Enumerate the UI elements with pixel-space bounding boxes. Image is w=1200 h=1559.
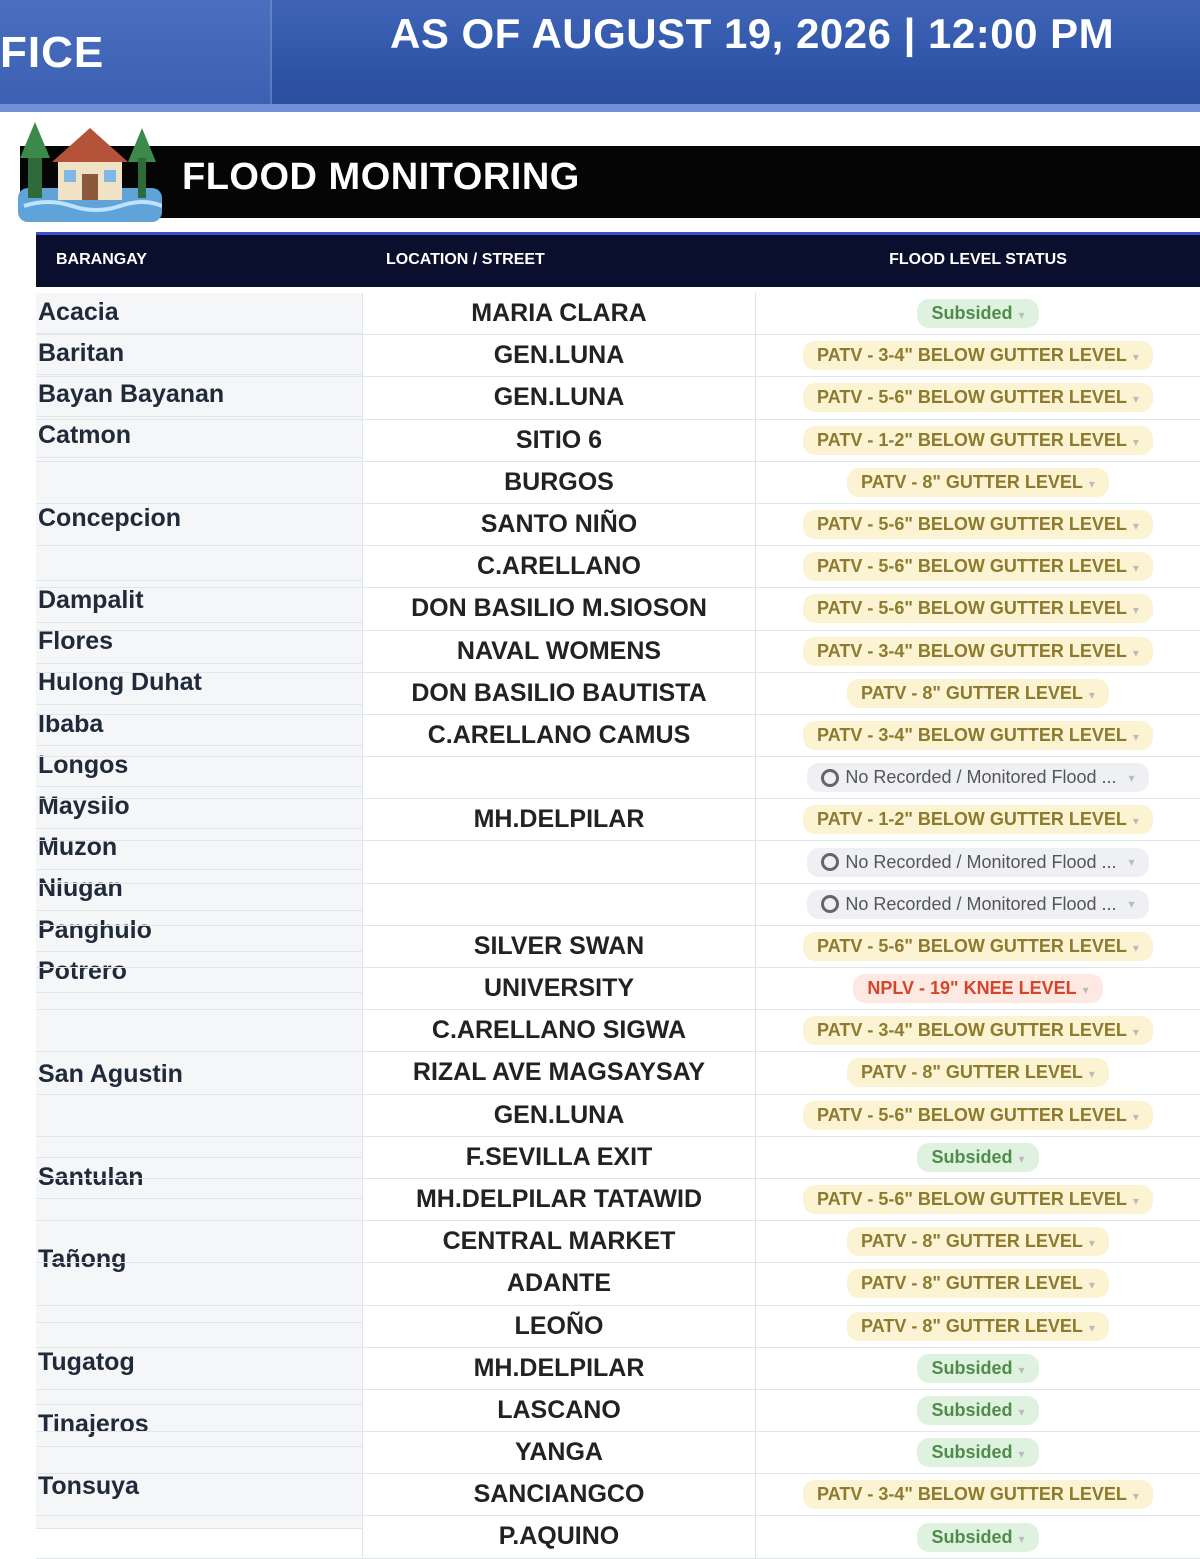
status-badge[interactable] xyxy=(803,1480,1153,1509)
status-badge[interactable] xyxy=(807,763,1148,792)
status-badge[interactable] xyxy=(917,299,1038,328)
location-cell: F.SEVILLA EXIT xyxy=(362,1137,756,1178)
status-cell[interactable] xyxy=(756,588,1200,629)
table-row xyxy=(36,1010,1200,1052)
location-cell: DON BASILIO BAUTISTA xyxy=(362,673,756,714)
status-text: PATV - 3-4" BELOW GUTTER LEVEL xyxy=(817,345,1127,366)
chevron-down-icon[interactable]: ▾ xyxy=(1132,519,1139,534)
status-cell[interactable] xyxy=(756,1432,1200,1473)
location-cell: GEN.LUNA xyxy=(362,377,756,418)
status-cell[interactable] xyxy=(756,1516,1200,1557)
table-row xyxy=(36,377,1200,419)
location-cell: LEOÑO xyxy=(362,1306,756,1347)
status-text: Subsided xyxy=(931,1442,1013,1463)
location-cell: SILVER SWAN xyxy=(362,926,756,967)
chevron-down-icon[interactable]: ▾ xyxy=(1132,1025,1139,1040)
table-row xyxy=(36,504,1200,546)
chevron-down-icon[interactable]: ▾ xyxy=(1018,1404,1025,1419)
status-text: PATV - 5-6" BELOW GUTTER LEVEL xyxy=(817,387,1127,408)
status-cell[interactable] xyxy=(756,799,1200,840)
banner-divider xyxy=(0,104,1200,112)
status-badge[interactable] xyxy=(917,1354,1038,1383)
chevron-down-icon[interactable]: ▾ xyxy=(1132,1489,1139,1504)
status-cell[interactable] xyxy=(756,1221,1200,1262)
location-cell: LASCANO xyxy=(362,1390,756,1431)
circle-icon xyxy=(821,853,839,871)
barangay-name: Flores xyxy=(38,627,114,656)
status-badge[interactable] xyxy=(807,890,1148,919)
location-cell: SANCIANGCO xyxy=(362,1474,756,1515)
location-cell: C.ARELLANO xyxy=(362,546,756,587)
status-badge[interactable] xyxy=(803,637,1153,666)
status-badge[interactable] xyxy=(853,974,1102,1003)
as-of-date: AS OF AUGUST 19, 2026 | 12:00 PM xyxy=(390,10,1115,57)
status-text: PATV - 8" GUTTER LEVEL xyxy=(861,1273,1083,1294)
chevron-down-icon[interactable]: ▾ xyxy=(1018,1531,1025,1546)
barangay-name: Dampalit xyxy=(38,586,144,614)
status-badge[interactable] xyxy=(803,426,1153,455)
status-cell[interactable] xyxy=(756,462,1200,503)
chevron-down-icon[interactable]: ▾ xyxy=(1128,897,1135,912)
status-badge[interactable] xyxy=(847,1058,1109,1087)
chevron-down-icon[interactable]: ▾ xyxy=(1088,1067,1095,1082)
status-badge[interactable] xyxy=(917,1523,1038,1552)
chevron-down-icon[interactable]: ▾ xyxy=(1132,1194,1139,1209)
status-badge[interactable] xyxy=(803,552,1153,581)
table-row xyxy=(36,588,1200,630)
table-row xyxy=(36,1390,1200,1432)
chevron-down-icon[interactable]: ▾ xyxy=(1132,350,1139,365)
status-cell[interactable] xyxy=(756,841,1200,882)
table-row xyxy=(36,1137,1200,1179)
chevron-down-icon[interactable]: ▾ xyxy=(1132,729,1139,744)
table-row xyxy=(36,1221,1200,1263)
location-cell xyxy=(362,841,756,882)
status-text: No Recorded / Monitored Flood ... xyxy=(845,893,1117,914)
status-text: PATV - 8" GUTTER LEVEL xyxy=(861,1315,1083,1336)
status-cell[interactable] xyxy=(756,546,1200,587)
chevron-down-icon[interactable]: ▾ xyxy=(1132,645,1139,660)
status-text: PATV - 8" GUTTER LEVEL xyxy=(861,1231,1083,1252)
chevron-down-icon[interactable]: ▾ xyxy=(1128,770,1135,785)
house-flood-icon xyxy=(18,118,162,222)
chevron-down-icon[interactable]: ▾ xyxy=(1088,1236,1095,1251)
location-cell: UNIVERSITY xyxy=(362,968,756,1009)
status-badge[interactable] xyxy=(803,594,1153,623)
status-badge[interactable] xyxy=(803,1016,1153,1045)
table-row xyxy=(36,1263,1200,1305)
status-text: PATV - 5-6" BELOW GUTTER LEVEL xyxy=(817,935,1127,956)
office-label: FICE xyxy=(0,28,105,77)
table-row xyxy=(36,673,1200,715)
chevron-down-icon[interactable]: ▾ xyxy=(1132,392,1139,407)
status-badge[interactable] xyxy=(847,679,1109,708)
status-cell[interactable] xyxy=(756,884,1200,925)
status-badge[interactable] xyxy=(803,932,1153,961)
barangay-name: Tañong xyxy=(38,1245,127,1274)
table-row xyxy=(36,926,1200,968)
barangay-name: Ibaba xyxy=(38,709,104,738)
status-cell[interactable] xyxy=(756,715,1200,756)
status-cell[interactable] xyxy=(756,420,1200,461)
status-badge[interactable] xyxy=(807,848,1148,877)
location-cell: YANGA xyxy=(362,1432,756,1473)
location-cell: SANTO NIÑO xyxy=(362,504,756,545)
status-text: PATV - 3-4" BELOW GUTTER LEVEL xyxy=(817,1020,1127,1041)
status-cell[interactable] xyxy=(756,673,1200,714)
status-text: PATV - 5-6" BELOW GUTTER LEVEL xyxy=(817,556,1127,577)
flood-table xyxy=(36,232,1200,1559)
status-badge[interactable] xyxy=(803,721,1153,750)
status-text: Subsided xyxy=(931,303,1013,324)
status-badge[interactable] xyxy=(803,341,1153,370)
barangay-name: Bayan Bayanan xyxy=(38,380,225,408)
barangay-name: Hulong Duhat xyxy=(38,668,202,697)
status-text: PATV - 1-2" BELOW GUTTER LEVEL xyxy=(817,429,1127,450)
status-text: Subsided xyxy=(931,1146,1013,1167)
chevron-down-icon[interactable]: ▾ xyxy=(1088,476,1095,491)
table-row xyxy=(36,1052,1200,1094)
barangay-name: Tugatog xyxy=(38,1348,135,1377)
chevron-down-icon[interactable]: ▾ xyxy=(1088,687,1095,702)
status-badge[interactable] xyxy=(847,1312,1109,1341)
status-text: PATV - 5-6" BELOW GUTTER LEVEL xyxy=(817,1189,1127,1210)
barangay-name: San Agustin xyxy=(38,1059,183,1088)
status-cell[interactable] xyxy=(756,1306,1200,1347)
status-text: PATV - 3-4" BELOW GUTTER LEVEL xyxy=(817,1484,1127,1505)
table-row xyxy=(36,968,1200,1010)
chevron-down-icon[interactable]: ▾ xyxy=(1128,855,1135,870)
table-row xyxy=(36,1095,1200,1137)
barangay-name: Panghulo xyxy=(38,915,152,944)
column-header-location: LOCATION / STREET xyxy=(386,251,545,268)
status-text: Subsided xyxy=(931,1357,1013,1378)
column-header-barangay: BARANGAY xyxy=(56,251,147,268)
chevron-down-icon[interactable]: ▾ xyxy=(1082,983,1089,998)
status-text: Subsided xyxy=(931,1526,1013,1547)
barangay-name: Concepcion xyxy=(38,503,182,532)
status-badge[interactable] xyxy=(847,1269,1109,1298)
location-cell: CENTRAL MARKET xyxy=(362,1221,756,1262)
table-row xyxy=(36,841,1200,883)
status-badge[interactable] xyxy=(803,805,1153,834)
status-badge[interactable] xyxy=(847,1227,1109,1256)
location-cell: RIZAL AVE MAGSAYSAY xyxy=(362,1052,756,1093)
barangay-name: Santulan xyxy=(38,1162,144,1191)
table-header xyxy=(36,232,1200,287)
status-badge[interactable] xyxy=(803,383,1153,412)
chevron-down-icon[interactable]: ▾ xyxy=(1132,603,1139,618)
barangay-name: Potrero xyxy=(38,956,127,985)
location-cell: C.ARELLANO CAMUS xyxy=(362,715,756,756)
status-text: No Recorded / Monitored Flood ... xyxy=(845,767,1117,788)
status-cell[interactable] xyxy=(756,757,1200,798)
status-cell[interactable] xyxy=(756,1390,1200,1431)
table-row xyxy=(36,462,1200,504)
status-cell[interactable] xyxy=(756,1179,1200,1220)
status-text: NPLV - 19" KNEE LEVEL xyxy=(867,978,1077,999)
location-cell: GEN.LUNA xyxy=(362,335,756,376)
status-text: PATV - 8" GUTTER LEVEL xyxy=(861,471,1083,492)
status-text: PATV - 8" GUTTER LEVEL xyxy=(861,1062,1083,1083)
chevron-down-icon[interactable]: ▾ xyxy=(1018,1362,1025,1377)
column-header-status: FLOOD LEVEL STATUS xyxy=(889,251,1067,268)
status-text: No Recorded / Monitored Flood ... xyxy=(845,851,1117,872)
status-text: Subsided xyxy=(931,1399,1013,1420)
status-cell[interactable] xyxy=(756,1137,1200,1178)
status-badge[interactable] xyxy=(847,468,1109,497)
table-row xyxy=(36,1432,1200,1474)
banner-left-panel xyxy=(0,0,272,112)
barangay-name: Longos xyxy=(38,750,129,779)
table-row xyxy=(36,757,1200,799)
status-cell[interactable] xyxy=(756,504,1200,545)
status-cell[interactable] xyxy=(756,1095,1200,1136)
status-cell[interactable] xyxy=(756,631,1200,672)
page-title: FLOOD MONITORING xyxy=(182,156,580,198)
table-row xyxy=(36,546,1200,588)
status-badge[interactable] xyxy=(917,1396,1038,1425)
status-cell[interactable] xyxy=(756,926,1200,967)
barangay-name: Maysilo xyxy=(38,792,130,820)
location-cell: ADANTE xyxy=(362,1263,756,1304)
status-cell[interactable] xyxy=(756,1474,1200,1515)
status-cell[interactable] xyxy=(756,1052,1200,1093)
location-cell: DON BASILIO M.SIOSON xyxy=(362,588,756,629)
location-cell: GEN.LUNA xyxy=(362,1095,756,1136)
status-cell[interactable] xyxy=(756,1348,1200,1389)
circle-icon xyxy=(821,769,839,787)
chevron-down-icon[interactable]: ▾ xyxy=(1132,1109,1139,1124)
table-row xyxy=(36,631,1200,673)
status-cell[interactable] xyxy=(756,1263,1200,1304)
table-row xyxy=(36,420,1200,462)
status-text: PATV - 5-6" BELOW GUTTER LEVEL xyxy=(817,514,1127,535)
status-badge[interactable] xyxy=(803,1185,1153,1214)
barangay-name: Acacia xyxy=(38,297,119,326)
chevron-down-icon[interactable]: ▾ xyxy=(1132,940,1139,955)
chevron-down-icon[interactable]: ▾ xyxy=(1018,308,1025,323)
table-body xyxy=(36,293,1200,1559)
table-row xyxy=(36,884,1200,926)
header-banner xyxy=(0,0,1200,112)
status-badge[interactable] xyxy=(917,1438,1038,1467)
circle-icon xyxy=(821,895,839,913)
status-badge[interactable] xyxy=(803,510,1153,539)
chevron-down-icon[interactable]: ▾ xyxy=(1018,1447,1025,1462)
location-cell xyxy=(362,757,756,798)
chevron-down-icon[interactable]: ▾ xyxy=(1018,1151,1025,1166)
status-cell[interactable] xyxy=(756,377,1200,418)
status-cell[interactable] xyxy=(756,968,1200,1009)
location-cell: SITIO 6 xyxy=(362,420,756,461)
barangay-name: Tinajeros xyxy=(38,1410,149,1438)
table-row xyxy=(36,293,1200,335)
table-row xyxy=(36,799,1200,841)
status-text: PATV - 5-6" BELOW GUTTER LEVEL xyxy=(817,598,1127,619)
status-badge[interactable] xyxy=(917,1143,1038,1172)
status-text: PATV - 1-2" BELOW GUTTER LEVEL xyxy=(817,809,1127,830)
chevron-down-icon[interactable]: ▾ xyxy=(1132,561,1139,576)
status-badge[interactable] xyxy=(803,1101,1153,1130)
table-row xyxy=(36,1179,1200,1221)
barangay-name: Catmon xyxy=(38,421,132,450)
location-cell xyxy=(362,884,756,925)
table-row xyxy=(36,1306,1200,1348)
table-row xyxy=(36,1348,1200,1390)
barangay-name: Niugan xyxy=(38,874,123,903)
barangay-name: Tonsuya xyxy=(38,1471,139,1500)
status-text: PATV - 3-4" BELOW GUTTER LEVEL xyxy=(817,640,1127,661)
table-row xyxy=(36,715,1200,757)
location-cell: MH.DELPILAR TATAWID xyxy=(362,1179,756,1220)
barangay-name: Baritan xyxy=(38,338,125,367)
table-row xyxy=(36,335,1200,377)
status-text: PATV - 8" GUTTER LEVEL xyxy=(861,682,1083,703)
barangay-name: Muzon xyxy=(38,833,118,862)
chevron-down-icon[interactable]: ▾ xyxy=(1088,1278,1095,1293)
status-text: PATV - 3-4" BELOW GUTTER LEVEL xyxy=(817,724,1127,745)
chevron-down-icon[interactable]: ▾ xyxy=(1132,814,1139,829)
location-cell: BURGOS xyxy=(362,462,756,503)
table-row xyxy=(36,1471,1200,1516)
location-cell: NAVAL WOMENS xyxy=(362,631,756,672)
status-text: PATV - 5-6" BELOW GUTTER LEVEL xyxy=(817,1104,1127,1125)
chevron-down-icon[interactable]: ▾ xyxy=(1088,1320,1095,1335)
location-cell: MARIA CLARA xyxy=(362,293,756,334)
status-cell[interactable] xyxy=(756,293,1200,334)
location-cell: P.AQUINO xyxy=(362,1516,756,1557)
location-cell: MH.DELPILAR xyxy=(362,1348,756,1389)
status-cell[interactable] xyxy=(756,1010,1200,1051)
status-cell[interactable] xyxy=(756,335,1200,376)
table-row xyxy=(36,1516,1200,1558)
chevron-down-icon[interactable]: ▾ xyxy=(1132,434,1139,449)
location-cell: MH.DELPILAR xyxy=(362,799,756,840)
location-cell: C.ARELLANO SIGWA xyxy=(362,1010,756,1051)
